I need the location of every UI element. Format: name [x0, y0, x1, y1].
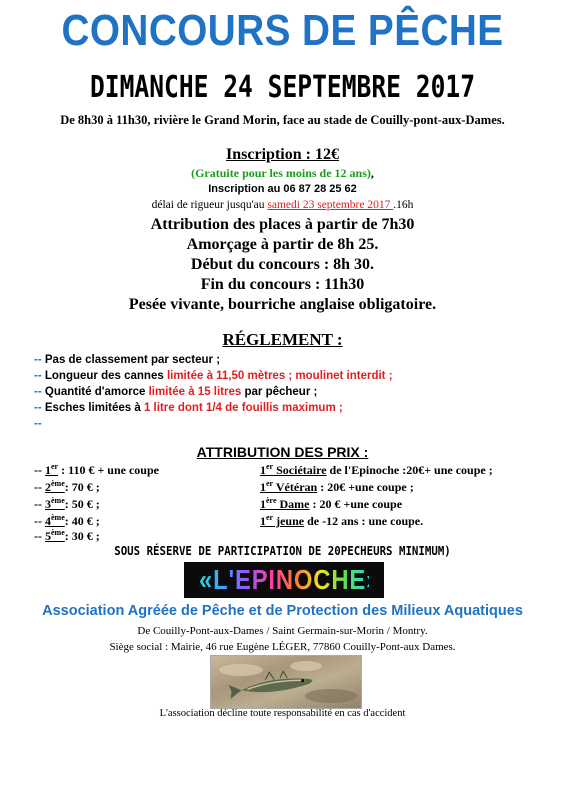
prize-rank — [45, 529, 65, 543]
free-entry-text: (Gratuite pour les moins de 12 ans) — [191, 166, 371, 180]
rule-text: Pas de classement par secteur ; — [44, 354, 221, 366]
prize-rank — [260, 480, 317, 494]
prize-right-row — [260, 513, 423, 529]
prize-left-row — [34, 528, 100, 544]
rule-highlight: limitée à 11,50 mètres ; moulinet interdit ; — [166, 370, 393, 382]
rule-text: Quantité d'amorce — [44, 386, 149, 398]
prix-title-text: ATTRIBUTION DES PRIX : — [196, 444, 369, 460]
rule-item — [34, 386, 317, 398]
prize-text: : 20€ +une coupe ; — [317, 480, 414, 494]
prize-dash: -- — [34, 480, 45, 494]
prize-category: Vétéran — [273, 480, 318, 494]
association-name: Association Agréée de Pêche et de Protection des Milieux Aquatiques — [42, 603, 523, 619]
prize-text: : 50 € ; — [64, 497, 100, 511]
prize-rank — [45, 514, 65, 528]
prize-left-row — [34, 479, 100, 495]
rule-highlight: limitée à 15 litres — [148, 386, 242, 398]
prize-rank-sup: er — [266, 513, 274, 522]
reglement-title — [0, 330, 565, 350]
rule-text: par pêcheur ; — [241, 386, 318, 398]
prize-rank-sup: ème — [51, 479, 65, 488]
rule-highlight: 1 litre dont 1/4 de fouillis maximum ; — [143, 402, 343, 414]
epinoche-logo-text: «L'EPINOCHE» — [199, 562, 369, 598]
prize-rank-number: 1 — [45, 463, 51, 477]
rule-text: Longueur des cannes — [44, 370, 167, 382]
prize-rank-number: 5 — [45, 529, 51, 543]
prize-rank-number: 1 — [260, 497, 266, 511]
prize-rank-number: 3 — [45, 497, 51, 511]
rule-dash: -- — [34, 370, 42, 382]
prize-rank — [45, 463, 58, 477]
schedule-line: Pesée vivante, bourriche anglaise obligatoire. — [128, 296, 437, 313]
epinoche-logo — [184, 562, 384, 598]
prize-rank-sup: ère — [266, 496, 277, 505]
prize-rank — [260, 463, 327, 477]
inscription-phone: Inscription au 06 87 28 25 62 — [208, 183, 357, 195]
schedule-line: Amorçage à partir de 8h 25. — [186, 236, 379, 253]
prize-rank-number: 1 — [260, 480, 266, 494]
participation-notice: SOUS RÉSERVE DE PARTICIPATION DE 20PECHEURS MINIMUM) — [114, 543, 451, 558]
prize-rank-sup: ème — [51, 496, 65, 505]
prize-rank-sup: er — [51, 462, 59, 471]
poster-title: CONCOURS DE PÊCHE — [61, 6, 504, 55]
rule-item — [34, 402, 343, 414]
event-location: De 8h30 à 11h30, rivière le Grand Morin, face au stade de Couilly-pont-aux-Dames. — [60, 113, 505, 127]
rule-item — [34, 370, 393, 382]
prix-title — [0, 444, 565, 460]
prize-text: de l'Epinoche :20€+ une coupe ; — [326, 463, 493, 477]
prize-text: : 20 € +une coupe — [309, 497, 403, 511]
prize-rank-sup: er — [266, 462, 274, 471]
rule-text: Esches limitées à — [44, 402, 144, 414]
fish-illustration — [211, 656, 361, 708]
prize-dash: -- — [34, 514, 45, 528]
prize-text: : 110 € + une coupe — [58, 463, 159, 477]
inscription-deadline — [0, 199, 565, 211]
free-entry-note — [0, 166, 565, 181]
event-date: DIMANCHE 24 SEPTEMBRE 2017 — [89, 70, 476, 105]
prize-rank — [260, 497, 310, 511]
disclaimer: L'association décline toute responsabilité en cas d'accident — [159, 708, 406, 719]
fish-photo — [210, 655, 362, 709]
deadline-time: .16h — [393, 199, 414, 211]
prize-rank-sup: er — [266, 479, 274, 488]
prize-right-row — [260, 462, 493, 478]
prize-right-row — [260, 496, 402, 512]
prize-text: de -12 ans : une coupe. — [304, 514, 424, 528]
deadline-date: samedi 23 septembre 2017 — [267, 199, 394, 211]
schedule-line: Début du concours : 8h 30. — [190, 256, 375, 273]
prize-rank — [45, 497, 65, 511]
prize-left-row — [34, 496, 100, 512]
prize-rank-number: 1 — [260, 463, 266, 477]
prize-left-row — [34, 513, 100, 529]
prize-rank-sup: ème — [51, 513, 65, 522]
prize-category: jeune — [273, 514, 305, 528]
prize-rank — [45, 480, 65, 494]
rule-dash: -- — [34, 386, 42, 398]
prize-left-row — [34, 462, 159, 478]
deadline-prefix: délai de rigueur jusqu'au — [151, 199, 268, 211]
prize-text: : 70 € ; — [64, 480, 100, 494]
rule-dash: -- — [34, 354, 42, 366]
schedule-line: Attribution des places à partir de 7h30 — [150, 216, 415, 233]
rule-dash: -- — [34, 402, 42, 414]
prize-rank — [260, 514, 304, 528]
prize-rank-number: 4 — [45, 514, 51, 528]
prize-text: : 40 € ; — [64, 514, 100, 528]
prize-rank-number: 1 — [260, 514, 266, 528]
prize-dash: -- — [34, 463, 45, 477]
prize-text: : 30 € ; — [64, 529, 100, 543]
schedule-line: Fin du concours : 11h30 — [200, 276, 365, 293]
prize-rank-sup: ème — [51, 528, 65, 537]
rule-item — [34, 418, 42, 430]
association-towns: De Couilly-Pont-aux-Dames / Saint Germain-sur-Morin / Montry. — [137, 625, 428, 637]
prize-category: Dame — [276, 497, 310, 511]
prize-right-row — [260, 479, 414, 495]
inscription-title: Inscription : 12€ — [226, 146, 339, 163]
association-seat: Siège social : Mairie, 46 rue Eugène LÉGER, 77860 Couilly-Pont-aux Dames. — [109, 641, 456, 653]
prize-category: Sociétaire — [273, 463, 327, 477]
rule-dash: -- — [34, 418, 42, 430]
prize-rank-number: 2 — [45, 480, 51, 494]
prize-dash: -- — [34, 529, 45, 543]
free-entry-comma: , — [370, 166, 374, 180]
prize-dash: -- — [34, 497, 45, 511]
rule-item — [34, 354, 220, 366]
reglement-title-text: RÉGLEMENT : — [222, 330, 343, 349]
